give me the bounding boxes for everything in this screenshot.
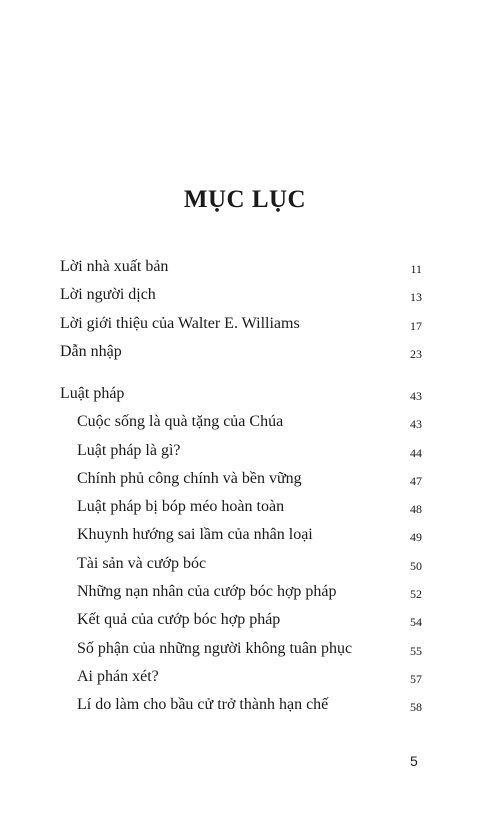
toc-entry-page: 23 (410, 346, 422, 361)
toc-section-heading[interactable] (60, 382, 422, 410)
toc-entry-label: Lời giới thiệu của Walter E. Williams (60, 314, 300, 332)
toc-entry-label: Dẫn nhập (60, 342, 122, 360)
toc-entry-page: 43 (410, 417, 422, 432)
toc-entry-page: 55 (410, 643, 422, 658)
toc-entry-page: 50 (410, 558, 422, 573)
toc-subentry[interactable] (60, 410, 422, 438)
toc-entry-page: 47 (410, 473, 422, 488)
toc-entry-page: 57 (410, 671, 422, 686)
page-number: 5 (410, 753, 418, 769)
toc-entry-page: 52 (410, 587, 422, 602)
toc-entry-label: Những nạn nhân của cướp bóc hợp pháp (77, 583, 337, 601)
toc-subentry[interactable] (60, 580, 422, 608)
page-title: MỤC LỤC (183, 186, 307, 213)
toc-entry-label: Cuộc sống là quà tặng của Chúa (77, 413, 284, 431)
toc-entry-page: 11 (410, 262, 422, 276)
toc-entry-label: Số phận của những người không tuân phục (77, 639, 353, 657)
toc-front-matter (60, 255, 422, 368)
toc-entry-page: 44 (410, 445, 422, 460)
toc-entry-label: Luật pháp (60, 385, 125, 402)
toc-entry-page: 54 (410, 615, 422, 630)
toc-subentry[interactable] (60, 665, 422, 693)
toc-entry-label: Lí do làm cho bầu cử trở thành hạn chế (77, 696, 329, 714)
toc-subentry[interactable] (60, 495, 422, 523)
toc-entry[interactable] (60, 340, 422, 368)
toc-entry-label: Luật pháp là gì? (77, 441, 181, 459)
toc-entry-label: Lời người dịch (60, 286, 156, 304)
toc-entry-label: Lời nhà xuất bản (60, 258, 169, 275)
toc-entry-page: 43 (410, 389, 422, 403)
toc-subentry[interactable] (60, 523, 422, 551)
toc-entry-page: 13 (410, 290, 422, 305)
toc-subentry[interactable] (60, 637, 422, 665)
toc-entry-label: Ai phán xét? (77, 667, 159, 685)
toc-subentry[interactable] (60, 552, 422, 580)
toc-entry-page: 58 (410, 700, 422, 715)
toc-entry-label: Luật pháp bị bóp méo hoàn toàn (77, 498, 285, 516)
toc-subentry[interactable] (60, 693, 422, 721)
toc-entry[interactable] (60, 283, 422, 311)
toc-entry-label: Kết quả của cướp bóc hợp pháp (77, 611, 281, 629)
toc-subentry[interactable] (60, 467, 422, 495)
toc-entry-label: Khuynh hướng sai lầm của nhân loại (77, 526, 313, 544)
toc-entry-page: 17 (410, 318, 422, 333)
toc-entry-label: Chính phủ công chính và bền vững (77, 469, 302, 487)
toc-entry[interactable] (60, 312, 422, 340)
toc-entry-label: Tài sản và cướp bóc (77, 554, 207, 572)
toc-entry[interactable] (60, 255, 422, 283)
toc-entry-page: 49 (410, 530, 422, 545)
toc-main-section (60, 382, 422, 722)
toc-entry-page: 48 (410, 502, 422, 517)
toc-subentry[interactable] (60, 608, 422, 636)
toc-subentry[interactable] (60, 439, 422, 467)
